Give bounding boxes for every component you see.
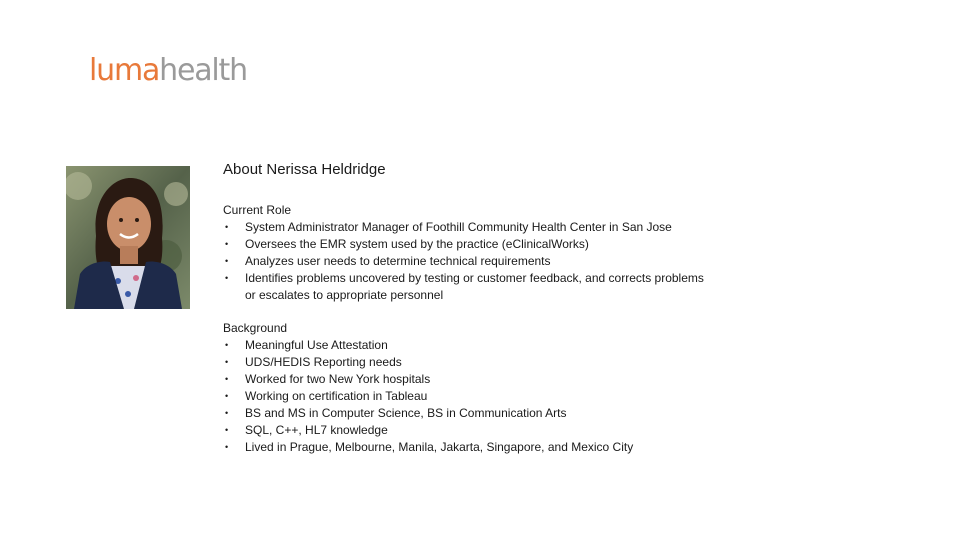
list-item <box>223 371 923 388</box>
list-item <box>223 405 923 422</box>
list-item <box>223 253 923 270</box>
list-item-text: Identifies problems uncovered by testing or customer feedback, and corrects problems or escalates to appropriate personnel <box>245 271 704 302</box>
list-item <box>223 236 923 253</box>
section-heading: Current Role <box>223 203 292 217</box>
list-item <box>223 439 923 456</box>
bullet-icon: • <box>225 442 229 452</box>
list-item <box>223 270 713 304</box>
list-item <box>223 337 923 354</box>
bullet-list <box>223 337 923 456</box>
section-background <box>223 320 923 456</box>
list-item-text: Worked for two New York hospitals <box>245 372 431 386</box>
list-item-text: Meaningful Use Attestation <box>245 338 388 352</box>
list-item <box>223 219 923 236</box>
section-current-role <box>223 202 923 304</box>
list-item-text: Lived in Prague, Melbourne, Manila, Jakarta, Singapore, and Mexico City <box>245 440 634 454</box>
bullet-icon: • <box>225 357 229 367</box>
logo-text-luma: luma <box>89 53 160 88</box>
list-item <box>223 422 923 439</box>
bullet-icon: • <box>225 425 229 435</box>
company-logo <box>89 53 247 88</box>
section-heading: Background <box>223 321 288 335</box>
bullet-icon: • <box>225 239 229 249</box>
list-item <box>223 388 923 405</box>
list-item-text: System Administrator Manager of Foothill Community Health Center in San Jose <box>245 220 672 234</box>
list-item-text: Oversees the EMR system used by the practice (eClinicalWorks) <box>245 237 589 251</box>
bullet-icon: • <box>225 256 229 266</box>
bullet-icon: • <box>225 408 229 418</box>
bio-title: About Nerissa Heldridge <box>223 161 386 178</box>
list-item-text: SQL, C++, HL7 knowledge <box>245 423 388 437</box>
list-item-text: Analyzes user needs to determine technical requirements <box>245 254 551 268</box>
bullet-icon: • <box>225 222 229 232</box>
list-item-text: Working on certification in Tableau <box>245 389 428 403</box>
bullet-list <box>223 219 923 304</box>
list-item-text: UDS/HEDIS Reporting needs <box>245 355 402 369</box>
portrait-photo <box>66 166 190 309</box>
logo-text-health: health <box>159 53 247 88</box>
bullet-icon: • <box>225 374 229 384</box>
bullet-icon: • <box>225 340 229 350</box>
bullet-icon: • <box>225 273 229 283</box>
bio-content <box>223 160 923 456</box>
portrait-illustration <box>66 166 190 309</box>
bullet-icon: • <box>225 391 229 401</box>
list-item <box>223 354 923 371</box>
list-item-text: BS and MS in Computer Science, BS in Communication Arts <box>245 406 567 420</box>
